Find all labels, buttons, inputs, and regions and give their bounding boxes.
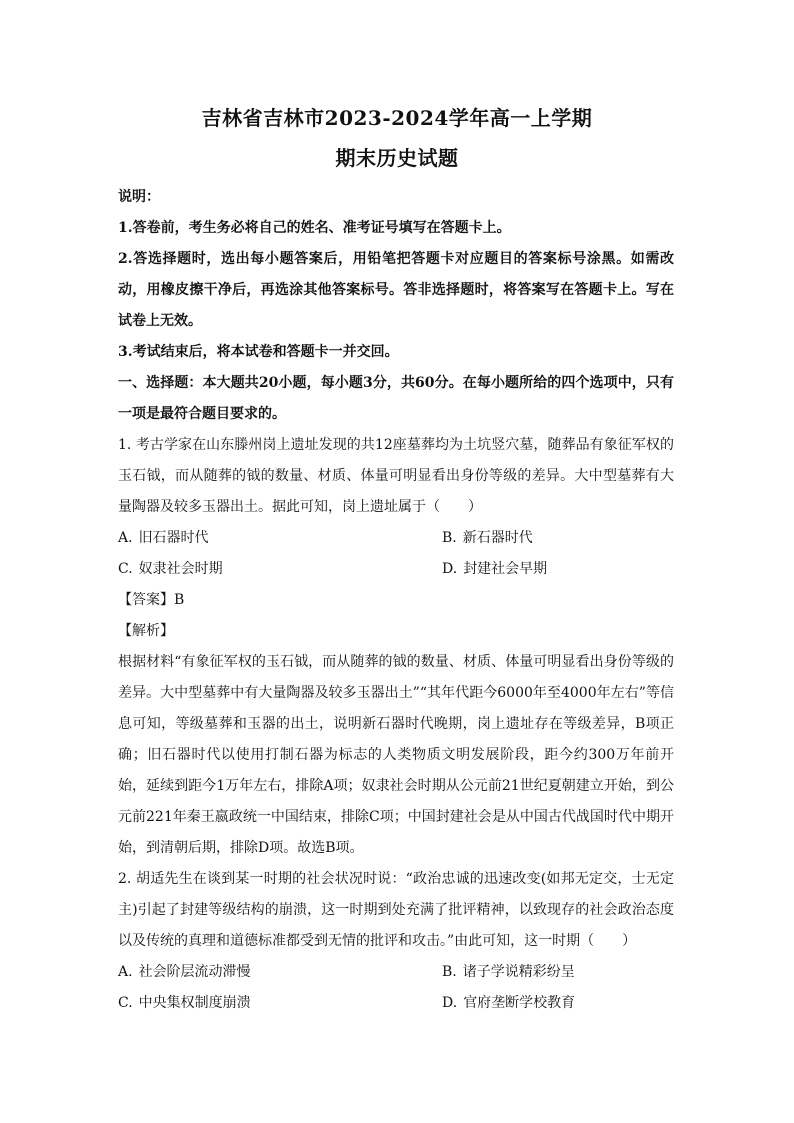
question-1-options-row-2 (118, 554, 674, 585)
question-2-option-a (118, 957, 442, 988)
option-label: B. (442, 964, 457, 980)
exam-subtitle: 期末历史试题 (335, 146, 459, 170)
option-label: D. (442, 995, 458, 1011)
option-label: A. (118, 530, 133, 546)
question-1-option-c (118, 554, 442, 585)
question-1-answer: 【答案】B (118, 592, 185, 608)
option-text: 诸子学说精彩纷呈 (462, 964, 575, 980)
option-label: C. (118, 995, 133, 1011)
option-text: 封建社会早期 (463, 561, 548, 577)
option-label: C. (118, 561, 133, 577)
option-text: 中央集权制度崩溃 (138, 995, 251, 1011)
instruction-item-1: 1.答卷前，考生务必将自己的姓名、准考证号填写在答题卡上。 (118, 220, 511, 236)
option-label: D. (442, 561, 458, 577)
exam-title: 吉林省吉林市2023-2024学年高一上学期 (201, 106, 593, 130)
question-1-option-d (442, 554, 674, 585)
instructions-label: 说明： (118, 189, 160, 205)
option-text: 奴隶社会时期 (138, 561, 223, 577)
instruction-item-3: 3.考试结束后，将本试卷和答题卡一并交回。 (118, 344, 399, 360)
option-text: 社会阶层流动滞慢 (138, 964, 251, 980)
option-label: B. (442, 530, 457, 546)
question-2-option-c (118, 988, 442, 1019)
option-text: 旧石器时代 (138, 530, 209, 546)
section-heading: 一、选择题：本大题共20小题，每小题3分，共60分。在每小题所给的四个选项中，只有一项是最符合题目要求的。 (118, 375, 674, 422)
question-1-analysis-label: 【解析】 (118, 623, 174, 639)
question-2-options-row-1 (118, 957, 674, 988)
instruction-item-2: 2.答选择题时，选出每小题答案后，用铅笔把答题卡对应题目的答案标号涂黑。如需改动，用橡皮擦干净后，再选涂其他答案标号。答非选择题时，将答案写在答题卡上。写在试卷上无效。 (118, 251, 674, 329)
question-2-options-row-2 (118, 988, 674, 1019)
question-2-stem: 2. 胡适先生在谈到某一时期的社会状况时说：“政治忠诚的迅速改变(如邦无定交，士无定主)引起了封建等级结构的崩溃，这一时期到处充满了批评精神，以致现存的社会政治态度以及传统的真理和道德标准都受到无情的批评和攻击。”由此可知，这一时期（ ） (118, 871, 674, 949)
option-text: 官府垄断学校教育 (463, 995, 576, 1011)
option-label: A. (118, 964, 133, 980)
question-2-option-d (442, 988, 674, 1019)
question-2-option-b (442, 957, 674, 988)
question-1-option-b (442, 523, 674, 554)
question-1-stem: 1. 考古学家在山东滕州岗上遗址发现的共12座墓葬均为土坑竖穴墓，随葬品有象征军权的玉石钺，而从随葬的钺的数量、材质、体量可明显看出身份等级的差异。大中型墓葬有大量陶器及较多玉器出土。据此可知，岗上遗址属于（ ） (118, 437, 674, 515)
question-1-options-row-1 (118, 523, 674, 554)
option-text: 新石器时代 (462, 530, 533, 546)
question-1-option-a (118, 523, 442, 554)
question-1-analysis: 根据材料“有象征军权的玉石钺，而从随葬的钺的数量、材质、体量可明显看出身份等级的差异。大中型墓葬中有大量陶器及较多玉器出土”“其年代距今6000年至4000年左右”等信息可知，等级墓葬和玉器的出土，说明新石器时代晚期，岗上遗址存在等级差异，B项正确；旧石器时代以使用打制石器为标志的人类物质文明发展阶段，距今约300万年前开始，延续到距今1万年左右，排除A项；奴隶社会时期从公元前21世纪夏朝建立开始，到公元前221年秦王嬴政统一中国结束，排除C项；中国封建社会是从中国古代战国时代中期开始，到清朝后期，排除D项。故选B项。 (118, 654, 674, 856)
exam-content (118, 182, 674, 1019)
